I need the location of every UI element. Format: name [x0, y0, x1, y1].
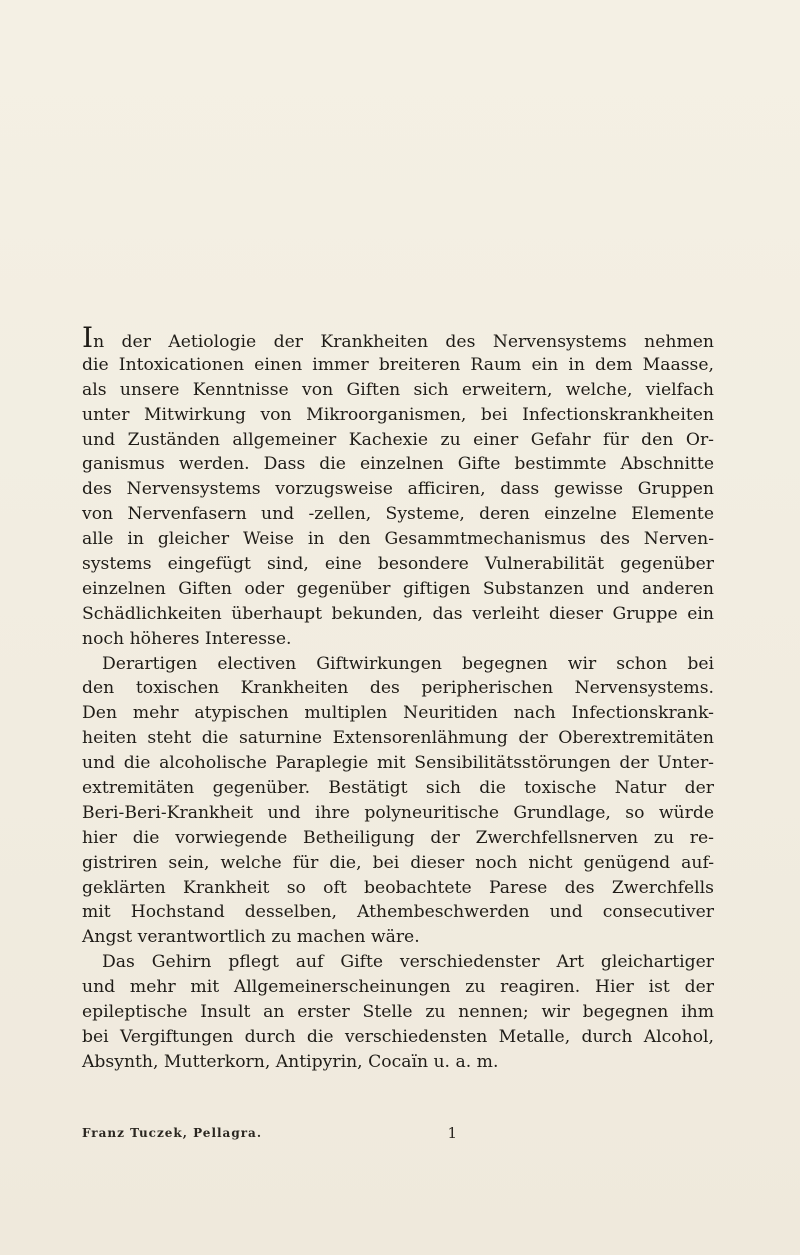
text-line-content: extremitäten gegenüber. Bestätigt sich die toxische Natur der: [82, 778, 714, 799]
text-line: [82, 502, 714, 527]
text-line-content: Angst verantwortlich zu machen wäre.: [82, 927, 420, 948]
text-line-content: heiten steht die saturnine Extensorenlähmung der Oberextremitäten: [82, 728, 714, 749]
text-line-content: Derartigen electiven Giftwirkungen begegnen wir schon bei: [102, 653, 714, 674]
text-line: [82, 751, 714, 776]
text-line: [82, 552, 714, 577]
text-line: [82, 428, 714, 453]
text-line-content: Das Gehirn pflegt auf Gifte verschiedenster Art gleichartiger: [102, 952, 714, 973]
text-line: [82, 1000, 714, 1025]
text-line-content: die Intoxicationen einen immer breiteren Raum ein in dem Maasse,: [82, 354, 714, 375]
text-line: [82, 1050, 714, 1075]
text-line: [82, 627, 714, 652]
text-line: [82, 925, 714, 950]
text-line-content: des Nervensystems vorzugsweise afficiren, dass gewisse Gruppen: [82, 479, 714, 500]
drop-cap: I: [82, 321, 94, 354]
text-line: [82, 652, 714, 677]
text-line: [82, 577, 714, 602]
text-line-content: epileptische Insult an erster Stelle zu nennen; wir begegnen ihm: [82, 1002, 714, 1023]
text-line: [82, 975, 714, 1000]
text-line-content: einzelnen Giften oder gegenüber giftigen Substanzen und anderen: [82, 578, 714, 599]
text-line: [82, 403, 714, 428]
text-line: [82, 826, 714, 851]
text-line: [82, 378, 714, 403]
text-line-content: und die alcoholische Paraplegie mit Sensibilitätsstörungen der Unter-: [82, 753, 714, 774]
text-line: [82, 527, 714, 552]
text-line: [82, 1025, 714, 1050]
text-line-content: von Nervenfasern und -zellen, Systeme, deren einzelne Elemente: [82, 504, 714, 525]
text-line: [82, 321, 714, 354]
text-line: [82, 676, 714, 701]
text-line-content: Den mehr atypischen multiplen Neuritiden nach Infectionskrank-: [82, 703, 714, 724]
text-line-content: systems eingefügt sind, eine besondere Vulnerabilität gegenüber: [82, 554, 714, 575]
text-line: [82, 900, 714, 925]
text-line-content: Schädlichkeiten überhaupt bekunden, das verleiht dieser Gruppe ein: [82, 603, 714, 624]
text-line-content: n der Aetiologie der Krankheiten des Nervensystems nehmen: [93, 332, 714, 352]
text-line: [82, 801, 714, 826]
text-line-content: und Zuständen allgemeiner Kachexie zu einer Gefahr für den Or-: [82, 429, 714, 450]
text-line: [82, 701, 714, 726]
text-line-content: geklärten Krankheit so oft beobachtete Parese des Zwerchfells: [82, 877, 714, 898]
text-line-content: unter Mitwirkung von Mikroorganismen, bei Infectionskrankheiten: [82, 404, 714, 425]
body-text: [82, 321, 714, 1075]
text-line-content: mit Hochstand desselben, Athembeschwerden und consecutiver: [82, 902, 714, 923]
text-line: [82, 876, 714, 901]
text-line-content: als unsere Kenntnisse von Giften sich erweitern, welche, vielfach: [82, 379, 714, 400]
text-line-content: alle in gleicher Weise in den Gesammtmechanismus des Nerven-: [82, 529, 714, 550]
text-line-content: hier die vorwiegende Betheiligung der Zwerchfellsnerven zu re-: [82, 827, 714, 848]
text-line-content: und mehr mit Allgemeinerscheinungen zu reagiren. Hier ist der: [82, 977, 714, 998]
text-line: [82, 452, 714, 477]
text-line-content: Absynth, Mutterkorn, Antipyrin, Cocaïn u. a. m.: [82, 1051, 499, 1072]
printer-signature: Franz Tuczek, Pellagra.: [82, 1126, 262, 1140]
sheet-number: 1: [447, 1124, 458, 1142]
text-line-content: ganismus werden. Dass die einzelnen Gifte bestimmte Abschnitte: [82, 454, 714, 475]
text-line: [82, 726, 714, 751]
text-line: [82, 950, 714, 975]
text-line: [82, 851, 714, 876]
text-line-content: Beri-Beri-Krankheit und ihre polyneuritische Grundlage, so würde: [82, 802, 714, 823]
text-line-content: noch höheres Interesse.: [82, 628, 292, 649]
text-line: [82, 353, 714, 378]
text-line: [82, 602, 714, 627]
text-line: [82, 477, 714, 502]
text-line-content: bei Vergiftungen durch die verschiedensten Metalle, durch Alcohol,: [82, 1026, 714, 1047]
text-line: [82, 776, 714, 801]
text-line-content: gistriren sein, welche für die, bei dieser noch nicht genügend auf-: [82, 852, 714, 873]
text-line-content: den toxischen Krankheiten des peripherischen Nervensystems.: [82, 678, 714, 699]
